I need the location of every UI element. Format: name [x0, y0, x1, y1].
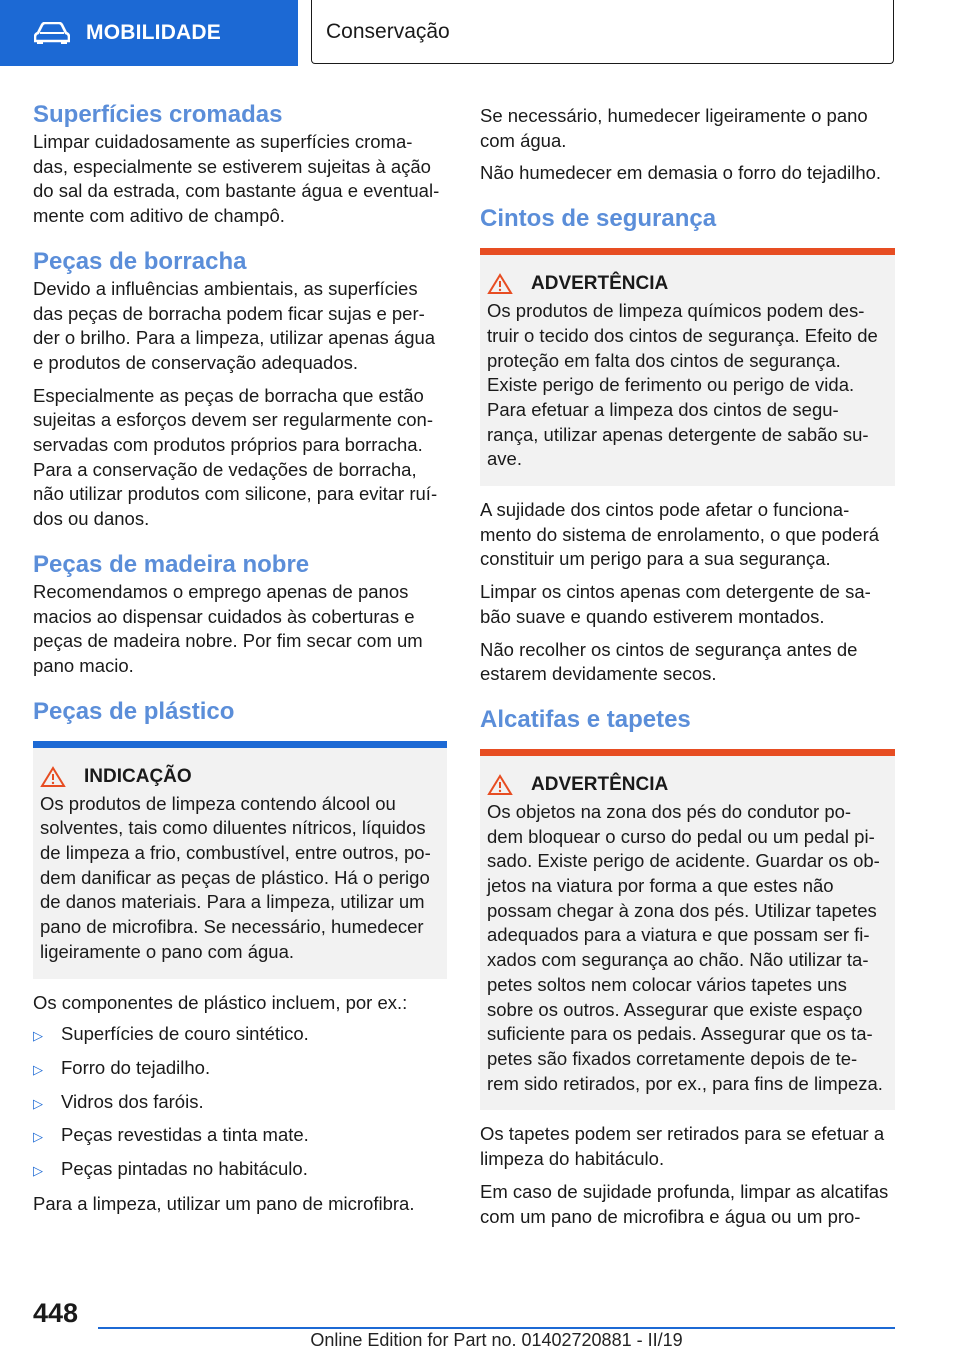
bullet-triangle-icon: ▷: [33, 1163, 43, 1179]
paragraph: Em caso de sujidade profunda, limpar as alcatifas com um pano de microfibra e água ou um pro-: [480, 1180, 889, 1227]
paragraph: Devido a influências ambientais, as superfícies das peças de borracha podem ficar sujas e per-der o brilho. Para a limpeza, utilizar apenas água e produtos de conservação adequados.: [33, 277, 436, 373]
bullet-triangle-icon: ▷: [33, 1061, 43, 1077]
list-item: ▷ Peças pintadas no habitáculo.: [33, 1157, 447, 1184]
paragraph: Os tapetes podem ser retirados para se efetuar a limpeza do habitáculo.: [480, 1123, 885, 1170]
paragraph: Recomendamos o emprego apenas de panos macios ao dispensar cuidados às coberturas e peças de madeira nobre. Por fim secar com um pano macio.: [33, 580, 423, 676]
note-box: [33, 741, 447, 979]
chapter-title: Conservação: [326, 19, 450, 43]
warning-text: Os objetos na zona dos pés do condutor po-dem bloquear o curso do pedal ou um pedal pi-sado. Existe perigo de acidente. Guardar os ob-jetos na viatura por forma a que estes não possam chegar à zona dos pés. Utilizar tapetes adequados para a viatura e que possam ser fi-xados com segurança ao chão. Não utilizar ta-petes soltos nem colocar vários tapetes uns sobre os outros. Assegurar que existe espaço suficiente para os pedais. Assegurar que os ta-petes são fixados corretamente depois de te-rem sido retirados, por ex., para fins de limpeza.: [487, 800, 883, 1094]
footer-divider: [98, 1327, 895, 1329]
page-header: [0, 0, 960, 66]
list-item: ▷ Vidros dos faróis.: [33, 1090, 447, 1117]
section-tab[interactable]: [0, 0, 298, 66]
list-item: ▷ Peças revestidas a tinta mate.: [33, 1123, 447, 1150]
paragraph: Se necessário, humedecer ligeiramente o pano com água.: [480, 105, 868, 151]
heading-wood-parts: Peças de madeira nobre: [33, 550, 310, 578]
heading-carpets: Alcatifas e tapetes: [480, 705, 691, 733]
right-column: [480, 104, 895, 1229]
warning-title: ADVERTÊNCIA: [531, 773, 669, 795]
list-item: ▷ Superfícies de couro sintético.: [33, 1022, 447, 1049]
car-icon: [34, 22, 70, 44]
heading-seat-belts: Cintos de segurança: [480, 205, 717, 233]
warning-triangle-icon: [487, 774, 513, 796]
paragraph: Limpar os cintos apenas com detergente de sa-bão suave e quando estiverem montados.: [480, 581, 871, 627]
note-text: Os produtos de limpeza contendo álcool ou solventes, tais como diluentes nítricos, líquidos de limpeza a frio, combustível, entre outros, po-dem danificar as peças de plástico. Há o perigo de danos materiais. Para a limpeza, utilizar um pano de microfibra. Se necessário, humedecer ligeiramente o pano com água.: [40, 792, 431, 962]
heading-plastic-parts: Peças de plástico: [33, 697, 235, 725]
bullet-triangle-icon: ▷: [33, 1129, 43, 1145]
paragraph: Não recolher os cintos de segurança antes de estarem devidamente secos.: [480, 638, 858, 685]
warning-text: Os produtos de limpeza químicos podem des-truir o tecido dos cintos de segurança. Efeito de proteção em falta dos cintos de segurança. Existe perigo de ferimento ou perigo de vida. Para efetuar a limpeza dos cintos de segu-rança, utilizar apenas detergente de sabão su-ave.: [487, 300, 878, 470]
left-column: [33, 100, 447, 1217]
warning-triangle-icon: [487, 273, 513, 295]
warning-box: [480, 749, 895, 1110]
chapter-tab: [311, 0, 894, 64]
note-title: INDICAÇÃO: [84, 765, 192, 787]
bullet-triangle-icon: ▷: [33, 1028, 43, 1044]
paragraph: Os componentes de plástico incluem, por ex.:: [33, 991, 408, 1013]
page-number: 448: [33, 1298, 79, 1328]
bullet-triangle-icon: ▷: [33, 1095, 43, 1111]
paragraph: Limpar cuidadosamente as superfícies croma-das, especialmente se estiverem sujeitas à ação do sal da estrada, com bastante água e eventual-mente com aditivo de champô.: [33, 131, 440, 227]
edition-footer: Online Edition for Part no. 01402720881 - II/19: [310, 1330, 683, 1350]
paragraph: A sujidade dos cintos pode afetar o funciona-mento do sistema de enrolamento, o que poderá constituir um perigo para a sua segurança.: [480, 499, 880, 570]
paragraph: Não humedecer em demasia o forro do tejadilho.: [480, 162, 882, 184]
warning-title: ADVERTÊNCIA: [531, 273, 669, 295]
warning-triangle-icon: [40, 766, 66, 788]
section-label: MOBILIDADE: [86, 21, 221, 44]
heading-rubber-parts: Peças de borracha: [33, 247, 247, 275]
paragraph: Especialmente as peças de borracha que estão sujeitas a esforços devem ser regularmente con-servadas com produtos próprios para borracha. Para a conservação de vedações de borracha, não utilizar produtos com silicone, para evitar ruí-dos ou danos.: [33, 384, 438, 530]
bullet-list: [33, 1022, 447, 1184]
list-item: ▷ Forro do tejadilho.: [33, 1056, 447, 1083]
paragraph: Para a limpeza, utilizar um pano de microfibra.: [33, 1192, 415, 1214]
warning-box: [480, 248, 895, 486]
heading-chrome-surfaces: Superfícies cromadas: [33, 101, 283, 128]
